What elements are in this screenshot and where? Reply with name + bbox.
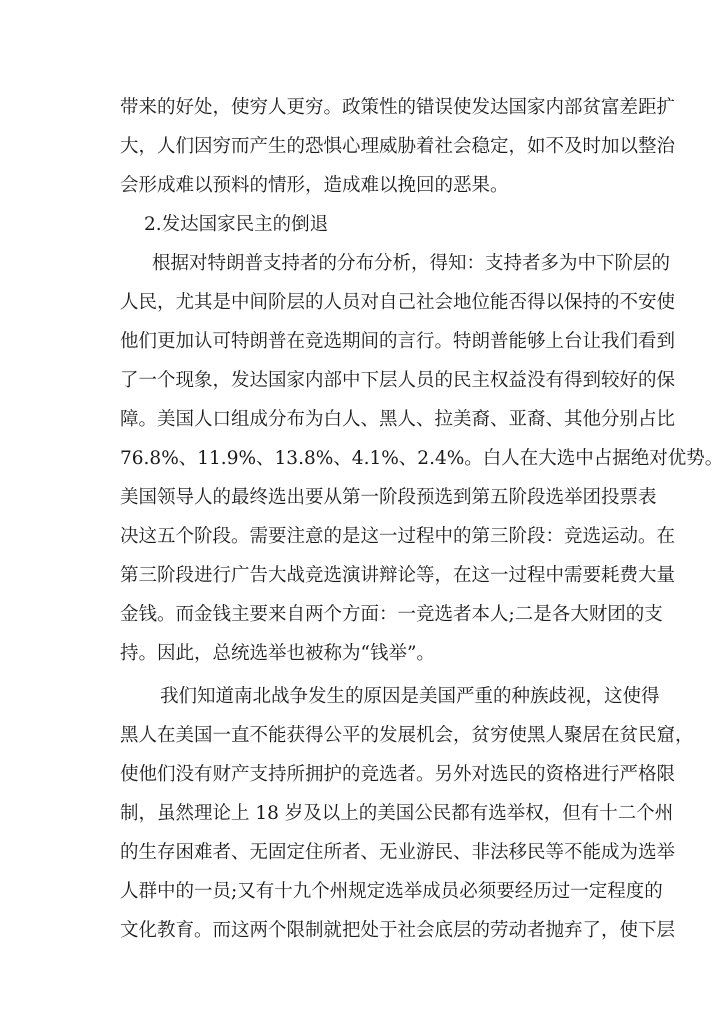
text-line: 人民，尤其是中间阶层的人员对自己社会地位能否得以保持的不安使 bbox=[120, 292, 676, 313]
text-line: 了一个现象，发达国家内部中下层人员的民主权益没有得到较好的保 bbox=[120, 370, 676, 391]
text-line: 持。因此，总统选举也被称为“钱举”。 bbox=[120, 643, 435, 664]
text-line: 文化教育。而这两个限制就把处于社会底层的劳动者抛弃了，使下层 bbox=[120, 920, 676, 941]
text-line: 障。美国人口组成分布为白人、黑人、拉美裔、亚裔、其他分别占比 bbox=[120, 409, 676, 430]
text-line: 使他们没有财产支持所拥护的竞选者。另外对选民的资格进行严格限 bbox=[120, 764, 676, 785]
text-line: 根据对特朗普支持者的分布分析，得知：支持者多为中下阶层的 bbox=[152, 253, 671, 274]
text-line: 决这五个阶段。需要注意的是这一过程中的第三阶段：竞选运动。在 bbox=[120, 526, 676, 547]
text-line: 的生存困难者、无固定住所者、无业游民、非法移民等不能成为选举 bbox=[120, 842, 676, 863]
text-line: 人群中的一员;又有十九个州规定选举成员必须要经历过一定程度的 bbox=[120, 881, 663, 902]
section-heading: 2.发达国家民主的倒退 bbox=[144, 214, 329, 235]
text-line: 大，人们因穷而产生的恐惧心理威胁着社会稳定，如不及时加以整治 bbox=[120, 136, 676, 157]
text-line: 我们知道南北战争发生的原因是美国严重的种族歧视，这使得 bbox=[160, 686, 660, 707]
text-line: 会形成难以预料的情形，造成难以挽回的恶果。 bbox=[120, 175, 509, 196]
document-body bbox=[120, 88, 723, 950]
text-line: 他们更加认可特朗普在竞选期间的言行。特朗普能够上台让我们看到 bbox=[120, 331, 676, 352]
text-line: 76.8%、11.9%、13.8%、4.1%、2.4%。白人在大选中占据绝对优势。 bbox=[120, 448, 723, 469]
text-line: 黑人在美国一直不能获得公平的发展机会，贫穷使黑人聚居在贫民窟， bbox=[120, 725, 694, 746]
text-line: 美国领导人的最终选出要从第一阶段预选到第五阶段选举团投票表 bbox=[120, 487, 657, 508]
text-line: 第三阶段进行广告大战竞选演讲辩论等，在这一过程中需要耗费大量 bbox=[120, 565, 676, 586]
text-line: 金钱。而金钱主要来自两个方面：一竞选者本人;二是各大财团的支 bbox=[120, 604, 663, 625]
text-line: 带来的好处，使穷人更穷。政策性的错误使发达国家内部贫富差距扩 bbox=[120, 97, 676, 118]
text-line: 制，虽然理论上 18 岁及以上的美国公民都有选举权，但有十二个州 bbox=[120, 803, 674, 824]
